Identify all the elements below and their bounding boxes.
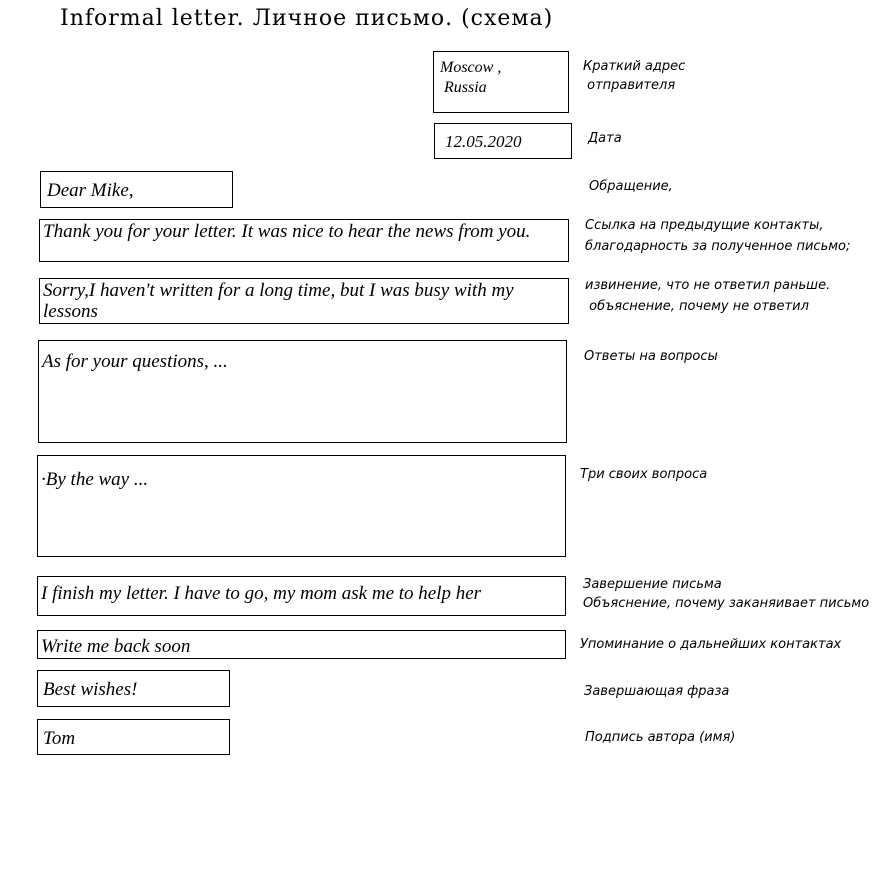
signature-text: Tom	[43, 728, 76, 749]
apology-label	[585, 275, 830, 317]
closing-phrase-text: Best wishes!	[43, 679, 138, 700]
apology-label-line-1: извинение, что не ответил раньше.	[585, 278, 831, 293]
own-questions-text: ·By the way ...	[41, 469, 149, 490]
further-contact-box	[37, 630, 566, 659]
date-box	[434, 123, 572, 159]
closing-phrase-label: Завершающая фраза	[584, 684, 730, 699]
address-line-1: Moscow ,	[440, 59, 502, 76]
thanks-label-line-2: благодарность за полученное письмо;	[585, 239, 851, 254]
address-label	[583, 57, 685, 95]
further-contact-label: Упоминание о дальнейших контактах	[580, 637, 842, 652]
date-label: Дата	[588, 131, 622, 146]
sender-address-box	[433, 51, 569, 113]
answers-text: As for your questions, ...	[42, 351, 228, 372]
address-label-line-1: Краткий адрес	[583, 59, 686, 74]
apology-text: Sorry,I haven't written for a long time, but I was busy with my lessons	[43, 280, 514, 322]
closing-phrase-box	[37, 670, 230, 707]
closing-label-line-2: Объяснение, почему заканяивает письмо	[583, 596, 870, 611]
thanks-text: Thank you for your letter. It was nice to hear the news from you.	[43, 221, 531, 242]
page-title: Informal letter. Личное письмо. (схема)	[60, 6, 554, 31]
own-questions-box	[37, 455, 566, 557]
thanks-box	[39, 219, 569, 262]
greeting-label: Обращение,	[589, 179, 673, 194]
signature-box	[37, 719, 230, 755]
thanks-label-line-1: Ссылка на предыдущие контакты,	[585, 218, 824, 233]
closing-box	[37, 576, 566, 616]
further-contact-text: Write me back soon	[41, 636, 191, 657]
apology-label-line-2: объяснение, почему не ответил	[585, 299, 809, 314]
apology-box	[39, 278, 569, 324]
closing-label	[583, 575, 869, 613]
answers-box	[38, 340, 567, 443]
thanks-label	[585, 215, 850, 257]
greeting-box	[40, 171, 233, 208]
signature-label: Подпись автора (имя)	[585, 730, 736, 745]
closing-label-line-1: Завершение письма	[583, 577, 722, 592]
answers-label: Ответы на вопросы	[584, 349, 718, 364]
greeting-text: Dear Mike,	[47, 180, 134, 201]
closing-text: I finish my letter. I have to go, my mom ask me to help her	[41, 583, 482, 604]
address-label-line-2: отправителя	[583, 78, 676, 93]
date-value: 12.05.2020	[445, 132, 522, 151]
own-questions-label: Три своих вопроса	[580, 467, 708, 482]
address-line-2: Russia	[440, 79, 487, 96]
